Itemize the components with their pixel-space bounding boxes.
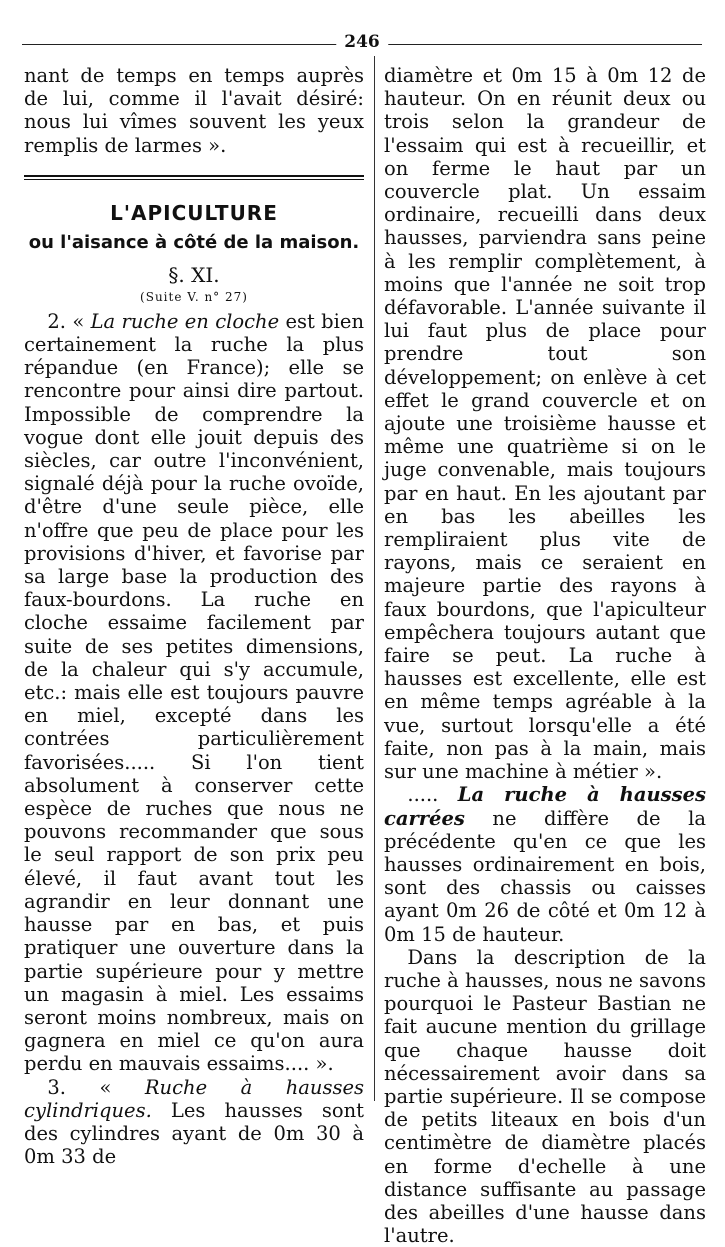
section-marker: §. XI. <box>168 262 220 287</box>
paragraph-ruche-en-cloche <box>24 310 364 1076</box>
paragraph-ruche-hausses-carrees <box>384 783 706 945</box>
article-title: L'APICULTURE <box>110 200 278 225</box>
paragraph-hausses-continued: diamètre et 0m 15 à 0m 12 de hauteur. On en réunit deux ou trois selon la grandeur de l'essaim qui est à recueillir, et on ferme le haut par un couvercle plat. Un essaim ordinaire, recueilli dans deux hausses, parviendra sans peine à les remplir complètement, à moins que l'année ne soit trop défavorable. L'année suivante il lui faut plus de place pour prendre tout son développement; on enlève à cet effet le grand couvercle et on ajoute une troisième hausse et même une quatrième si on le juge convenable, mais toujours par en haut. En les ajoutant par en bas les abeilles les rempliraient plus vite de rayons, mais ce seraient en majeure partie des rayons à faux bourdons, que l'apiculteur empêchera toujours autant que faire se peut. La ruche à hausses est excellente, elle est en même temps agréable à la vue, surtout lorsqu'elle a été faite, non pas à la main, mais sur une machine à métier ». <box>384 64 706 784</box>
column-divider <box>374 56 375 1101</box>
paragraph-lead: 3. « <box>47 1075 145 1099</box>
right-column <box>384 64 706 1247</box>
page-number: 246 <box>336 32 388 52</box>
section-separator <box>24 175 364 180</box>
paragraph-italic-term: Ruche à hausses cylindriques. <box>24 1075 365 1122</box>
paragraph-body: ne diffère de la précédente qu'en ce que les hausses ordinairement en bois, sont des chassis ou caisses ayant 0m 26 de côté et 0m 12 à 0m 15 de hauteur. <box>384 806 706 946</box>
paragraph-description-grillage: Dans la description de la ruche à hausses, nous ne savons pourquoi le Pasteur Bastian ne fait aucune mention du grillage que chaque hausse doit nécessairement avoir dans sa partie supérieure. Il se compose de petits liteaux en bois d'un centimètre de diamètre placés en forme d'echelle à une distance suffisante au passage des abeilles d'une hausse dans l'autre. <box>384 945 706 1247</box>
left-column <box>24 64 364 1168</box>
article-subtitle: ou l'aisance à côté de la maison. <box>28 231 360 253</box>
paragraph-lead: 2. « <box>47 309 91 333</box>
paragraph-bold-italic-term: La ruche à hausses carrées <box>384 783 706 830</box>
paragraph-ruche-hausses-cylindriques <box>24 1076 364 1169</box>
continuation-note: (Suite V. n° 27) <box>140 289 248 304</box>
paragraph-body: Les hausses sont des cylindres ayant de 0m 30 à 0m 33 de <box>24 1098 364 1169</box>
paragraph-body: est bien certainement la ruche la plus répandue (en France); elle se rencontre pour ainsi dire partout. Impossible de comprendre la vogue dont elle jouit depuis des siècles, car outre l'inconvénient, signalé déjà pour la ruche ovoïde, d'être d'une seule pièce, elle n'offre que peu de place pour les provisions d'hiver, et favorise par sa large base la production des faux-bourdons. La ruche en cloche essaime facilement par suite de ses petites dimensions, de la chaleur qui s'y accumule, etc.: mais elle est toujours pauvre en miel, excepté dans les contrées particulièrement favorisées..... Si l'on tient absolument à conserver cette espèce de ruches que nous ne pouvons recommander que sous le seul rapport de son prix peu élevé, il faut avant tout les agrandir en leur donnant une hausse par en bas, et puis pratiquer une ouverture dans la partie supérieure pour y mettre un magasin à miel. Les essaims seront moins nombreux, mais on gagnera en miel ce qu'on aura perdu en mauvais essaims.... ». <box>24 309 365 1076</box>
intro-paragraph: nant de temps en temps auprès de lui, comme il l'avait désiré: nous lui vîmes souvent les yeux remplis de larmes ». <box>24 64 364 157</box>
paragraph-italic-term: La ruche en cloche <box>90 309 280 333</box>
page-header <box>22 30 702 54</box>
paragraph-lead: ..... <box>407 783 458 807</box>
